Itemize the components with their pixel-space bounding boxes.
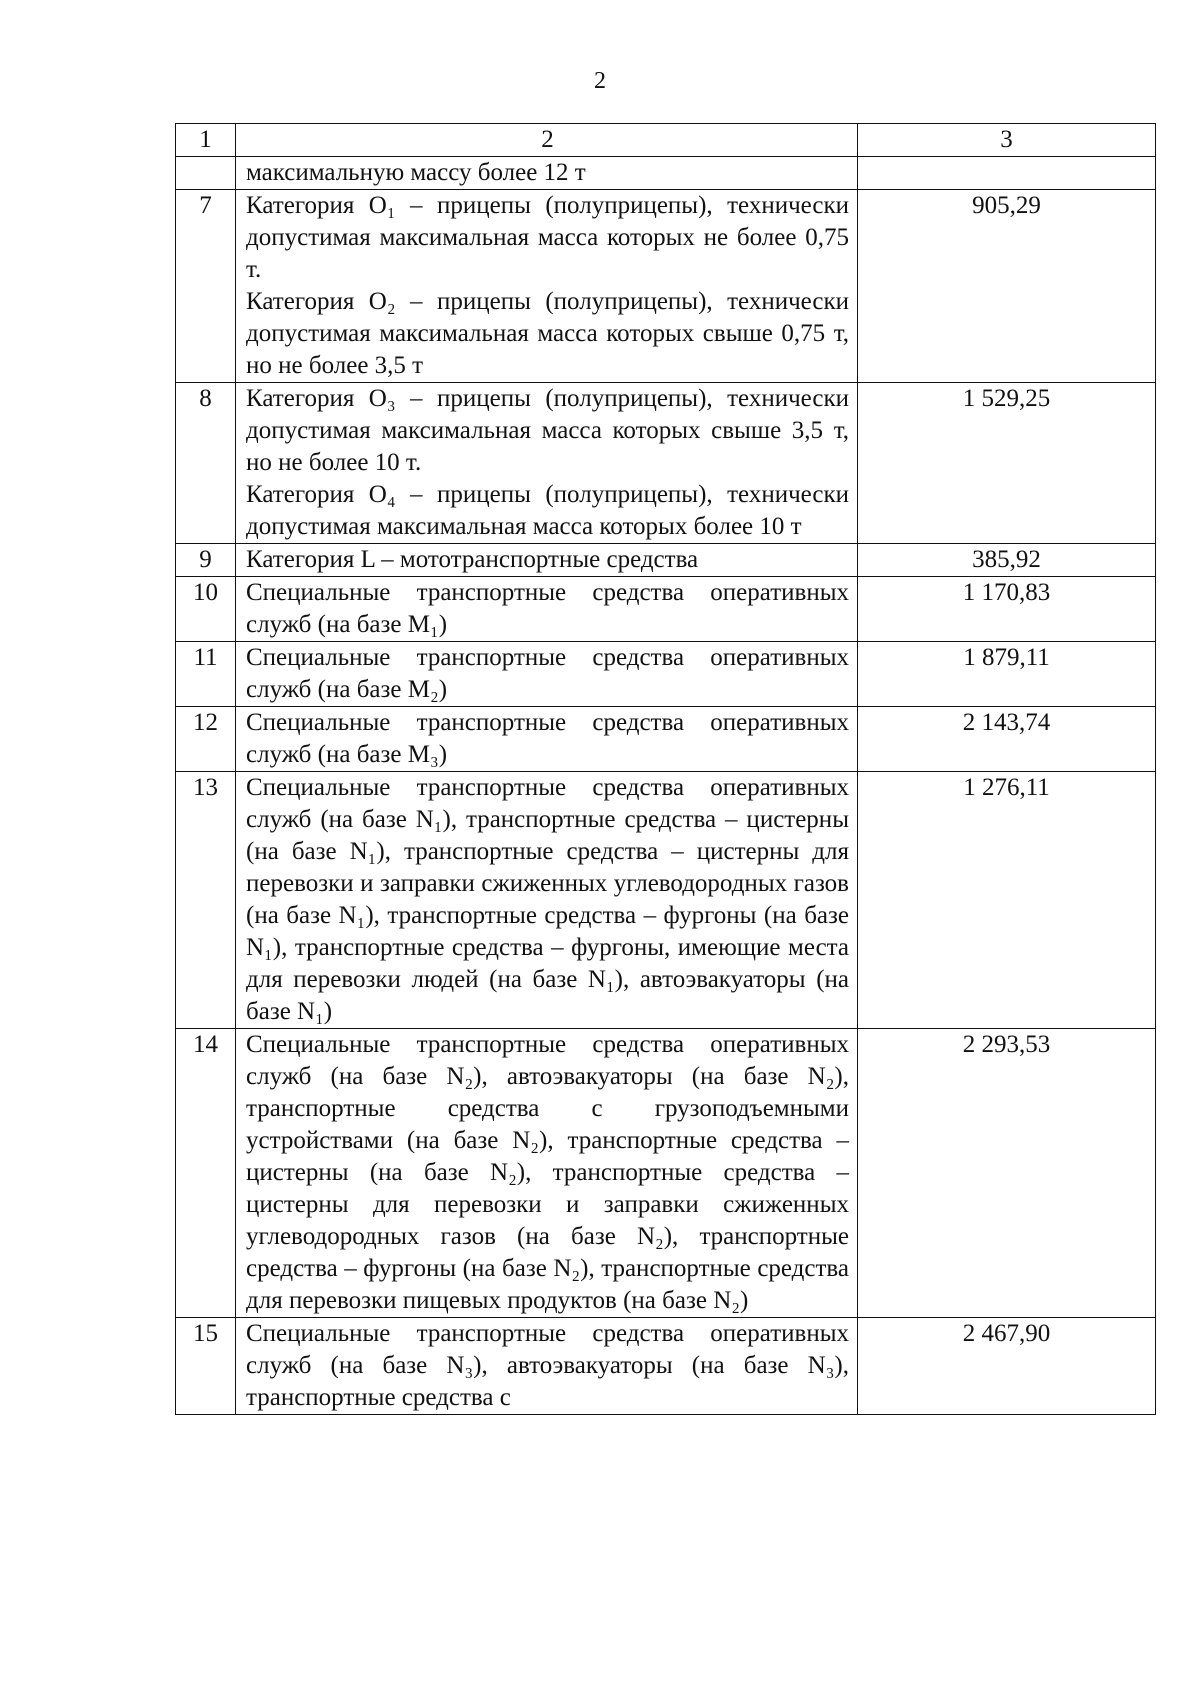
description-paragraph: Специальные транспортные средства оперативных служб (на базе M₃) [246, 709, 849, 768]
row-description [236, 544, 858, 577]
description-paragraph: Категория O₁ – прицепы (полуприцепы), технически допустимая максимальная масса которых не более 0,75 т. [246, 192, 849, 283]
header-col-2: 2 [236, 124, 858, 157]
row-description [236, 1318, 858, 1415]
row-description [236, 772, 858, 1029]
row-number [176, 157, 236, 190]
table-row [176, 190, 1156, 383]
row-description [236, 157, 858, 190]
description-paragraph: Специальные транспортные средства оперативных служб (на базе M₁) [246, 579, 849, 638]
table-row [176, 1318, 1156, 1415]
header-col-3: 3 [858, 124, 1156, 157]
row-description [236, 707, 858, 772]
description-paragraph: Специальные транспортные средства оперативных служб (на базе N₃), автоэвакуаторы (на базе N₃), транспортные средства с [246, 1320, 849, 1411]
table-row [176, 544, 1156, 577]
description-paragraph: Категория O₄ – прицепы (полуприцепы), технически допустимая максимальная масса которых более 10 т [246, 481, 849, 540]
description-paragraph: Специальные транспортные средства оперативных служб (на базе N₂), автоэвакуаторы (на базе N₂), транспортные средства с грузоподъемными устройствами (на базе N₂), транспортные средства – цистерны (на базе N₂), транспортные средства – цистерны для перевозки и заправки сжиженных углеводородных газов (на базе N₂), транспортные средства – фургоны (на базе N₂), транспортные средства для перевозки пищевых продуктов (на базе N₂) [246, 1031, 849, 1314]
description-paragraph: Специальные транспортные средства оперативных служб (на базе N₁), транспортные средства – цистерны (на базе N₁), транспортные средства – цистерны для перевозки и заправки сжиженных углеводородных газов (на базе N₁), транспортные средства – фургоны (на базе N₁), транспортные средства – фургоны, имеющие места для перевозки людей (на базе N₁), автоэвакуаторы (на базе N₁) [246, 774, 849, 1025]
row-value: 1 170,83 [858, 577, 1156, 642]
description-paragraph: Специальные транспортные средства оперативных служб (на базе M₂) [246, 644, 849, 703]
row-number: 14 [176, 1029, 236, 1318]
row-description [236, 577, 858, 642]
table-row [176, 157, 1156, 190]
tariff-table [175, 123, 1156, 1415]
row-number: 13 [176, 772, 236, 1029]
row-description [236, 190, 858, 383]
row-value [858, 157, 1156, 190]
row-description [236, 642, 858, 707]
row-value: 385,92 [858, 544, 1156, 577]
row-value: 1 276,11 [858, 772, 1156, 1029]
row-number: 12 [176, 707, 236, 772]
row-number: 10 [176, 577, 236, 642]
row-value: 1 879,11 [858, 642, 1156, 707]
row-value: 2 143,74 [858, 707, 1156, 772]
table-row [176, 383, 1156, 544]
description-paragraph: максимальную массу более 12 т [246, 159, 586, 186]
row-value: 2 293,53 [858, 1029, 1156, 1318]
row-description [236, 1029, 858, 1318]
description-paragraph: Категория O₃ – прицепы (полуприцепы), технически допустимая максимальная масса которых свыше 3,5 т, но не более 10 т. [246, 385, 849, 476]
row-value: 2 467,90 [858, 1318, 1156, 1415]
table-row [176, 1029, 1156, 1318]
row-description [236, 383, 858, 544]
row-number: 9 [176, 544, 236, 577]
row-number: 15 [176, 1318, 236, 1415]
table-row [176, 577, 1156, 642]
table-row [176, 707, 1156, 772]
table-header-row [176, 124, 1156, 157]
row-number: 8 [176, 383, 236, 544]
table-row [176, 642, 1156, 707]
header-col-1: 1 [176, 124, 236, 157]
description-paragraph: Категория L – мототранспортные средства [246, 546, 699, 573]
page-number: 2 [594, 68, 606, 94]
row-value: 905,29 [858, 190, 1156, 383]
row-number: 7 [176, 190, 236, 383]
table-row [176, 772, 1156, 1029]
row-value: 1 529,25 [858, 383, 1156, 544]
description-paragraph: Категория O₂ – прицепы (полуприцепы), технически допустимая максимальная масса которых свыше 0,75 т, но не более 3,5 т [246, 288, 849, 379]
row-number: 11 [176, 642, 236, 707]
